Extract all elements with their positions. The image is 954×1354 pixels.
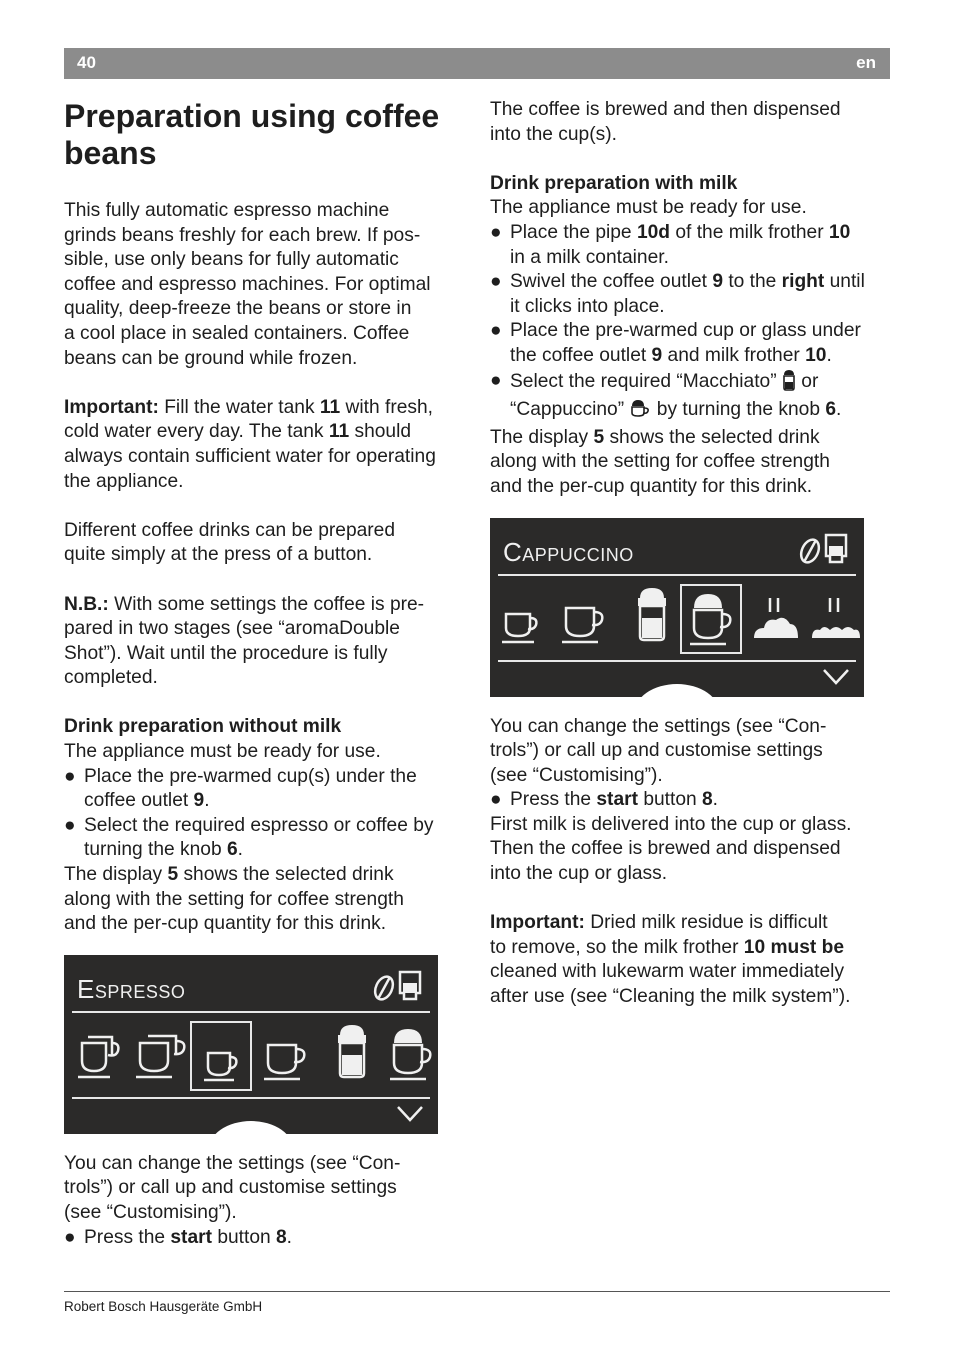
chevron-down-icon bbox=[822, 668, 850, 686]
language-code: en bbox=[856, 53, 876, 72]
important-note: always contain sufficient water for operating bbox=[64, 445, 436, 467]
bullet-item: ● Swivel the coffee outlet 9 to the right until it clicks into place. bbox=[490, 271, 865, 317]
page-number: 40 bbox=[77, 53, 96, 72]
milk-sequence-text: Then the coffee is brewed and dispensed bbox=[490, 838, 841, 860]
display-text: The display 5 shows the selected drink bbox=[490, 426, 820, 448]
coffee-cup-icon bbox=[256, 1021, 318, 1091]
ready-text: The appliance must be ready for use. bbox=[490, 197, 807, 219]
drinks-text: Different coffee drinks can be prepared bbox=[64, 519, 396, 541]
important-note: Important: Fill the water tank 11 with fresh, bbox=[64, 396, 433, 418]
section-heading-without-milk: Drink preparation without milk bbox=[64, 716, 342, 738]
milk-sequence-text: First milk is delivered into the cup or glass. bbox=[490, 813, 852, 835]
important-note: to remove, so the milk frother 10 must be bbox=[490, 936, 845, 958]
chevron-down-icon bbox=[396, 1105, 424, 1123]
change-settings-text: (see “Customising”). bbox=[490, 764, 663, 786]
right-column bbox=[490, 98, 890, 1010]
macchiato-glass-icon bbox=[782, 369, 796, 399]
knob-indicator bbox=[634, 684, 720, 697]
change-settings-text: (see “Customising”). bbox=[64, 1202, 237, 1223]
bullet-item: ● Place the pre-warmed cup(s) under the coffee outlet 9. bbox=[64, 765, 417, 812]
cappuccino-display-screen bbox=[490, 518, 864, 697]
intro-line: This fully automatic espresso machine bbox=[64, 200, 390, 221]
important-note: the appliance. bbox=[64, 470, 184, 492]
double-cup-icon bbox=[72, 1021, 134, 1091]
latte-glass-icon bbox=[624, 584, 686, 654]
bullet-item: ● Press the start button 8. bbox=[64, 1226, 293, 1248]
screen-title: Espresso bbox=[77, 973, 186, 1004]
display-text: along with the setting for coffee strength bbox=[490, 451, 830, 473]
nb-note: completed. bbox=[64, 667, 158, 689]
intro-line: a cool place in sealed containers. Coffee bbox=[64, 322, 410, 344]
double-coffee-icon bbox=[132, 1021, 194, 1091]
change-settings-text: trols”) or call up and customise settings bbox=[490, 740, 823, 762]
footer-divider bbox=[64, 1291, 890, 1292]
page-title: Preparation using coffee beans bbox=[64, 98, 440, 171]
knob-indicator bbox=[208, 1121, 294, 1134]
cappuccino-cup-icon bbox=[382, 1021, 438, 1091]
ready-text: The appliance must be ready for use. bbox=[64, 741, 381, 763]
espresso-cup-icon bbox=[498, 584, 560, 654]
intro-line: grinds beans freshly for each brew. If pos- bbox=[64, 224, 421, 246]
important-note: cleaned with lukewarm water immediately bbox=[490, 961, 845, 983]
warm-milk-icon bbox=[808, 584, 864, 654]
screen-title: Cappuccino bbox=[503, 536, 634, 567]
coffee-cup-icon bbox=[558, 584, 620, 654]
important-note: Important: Dried milk residue is difficult bbox=[490, 912, 828, 934]
change-settings-text: You can change the settings (see “Con- bbox=[490, 715, 827, 737]
nb-note: pared in two stages (see “aromaDouble bbox=[64, 618, 400, 640]
bullet-item: ● Place the pipe 10d of the milk frother 10 in a milk container. bbox=[490, 221, 851, 268]
important-note: cold water every day. The tank 11 should bbox=[64, 421, 412, 443]
bullet-item: ● Select the required espresso or coffee by turning the knob 6. bbox=[64, 814, 434, 861]
milk-sequence-text: into the cup or glass. bbox=[490, 863, 668, 885]
strength-icon bbox=[372, 969, 424, 1003]
display-text: The display 5 shows the selected drink bbox=[64, 864, 394, 886]
latte-glass-icon bbox=[322, 1021, 384, 1091]
page-header-bar bbox=[64, 48, 890, 79]
intro-line: beans can be ground while frozen. bbox=[64, 347, 358, 369]
milk-foam-icon bbox=[748, 584, 810, 654]
drinks-text: quite simply at the press of a button. bbox=[64, 544, 373, 566]
intro-line: sible, use only beans for fully automatic bbox=[64, 249, 399, 271]
change-settings-text: You can change the settings (see “Con- bbox=[64, 1152, 401, 1174]
cappuccino-cup-icon-selected bbox=[680, 584, 742, 654]
important-note: after use (see “Cleaning the milk system”). bbox=[490, 986, 851, 1008]
brewed-text: The coffee is brewed and then dispensed bbox=[490, 99, 841, 120]
intro-line: quality, deep-freeze the beans or store in bbox=[64, 298, 412, 320]
espresso-cup-icon-selected bbox=[190, 1021, 252, 1091]
left-column bbox=[64, 98, 464, 1250]
nb-note: Shot”). Wait until the procedure is fully bbox=[64, 642, 388, 664]
display-text: along with the setting for coffee strength bbox=[64, 888, 404, 910]
strength-icon bbox=[798, 532, 850, 566]
change-settings-text: trols”) or call up and customise settings bbox=[64, 1177, 397, 1199]
display-text: and the per-cup quantity for this drink. bbox=[490, 475, 813, 497]
intro-line: coffee and espresso machines. For optimal bbox=[64, 273, 431, 295]
cappuccino-cup-small-icon bbox=[629, 398, 651, 426]
bullet-item: ● Press the start button 8. bbox=[490, 789, 719, 811]
display-text: and the per-cup quantity for this drink. bbox=[64, 913, 387, 935]
espresso-display-screen bbox=[64, 955, 438, 1134]
bullet-item: ● Select the required “Macchiato” or “Cappuccino” by turning the knob 6. bbox=[490, 369, 890, 426]
nb-note: N.B.: With some settings the coffee is pre- bbox=[64, 593, 425, 615]
brewed-text: into the cup(s). bbox=[490, 123, 617, 145]
section-heading-with-milk: Drink preparation with milk bbox=[490, 172, 738, 194]
bullet-item: ● Place the pre-warmed cup or glass under the coffee outlet 9 and milk frother 10. bbox=[490, 320, 861, 366]
footer-company: Robert Bosch Hausgeräte GmbH bbox=[64, 1299, 263, 1314]
